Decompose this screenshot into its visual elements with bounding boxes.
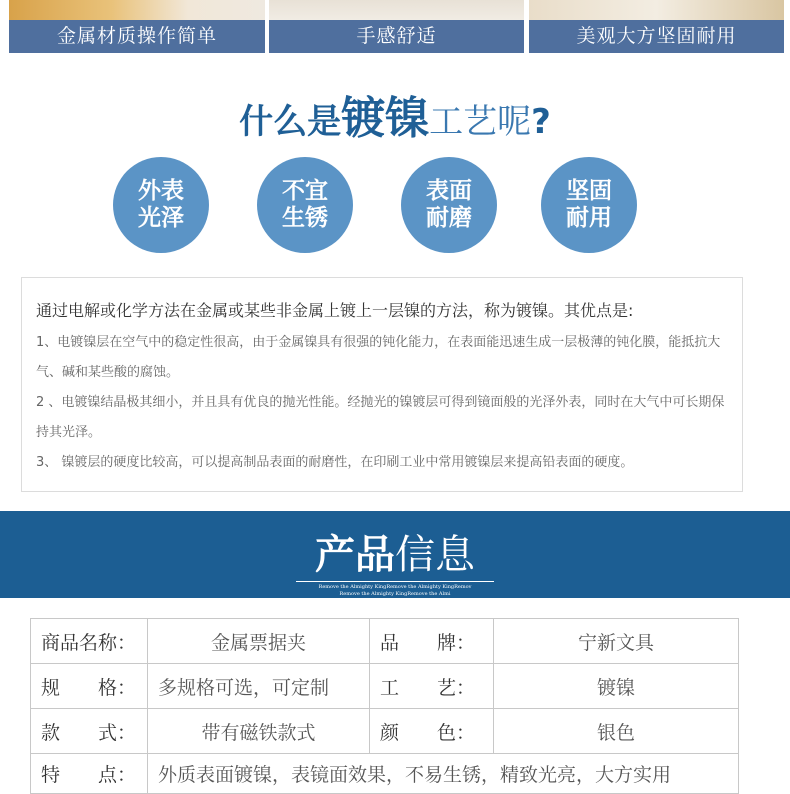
table-row bbox=[31, 754, 739, 794]
banner-title-thin: 信息 bbox=[395, 532, 475, 578]
table-row bbox=[31, 619, 739, 664]
spec-label: 颜 色： bbox=[370, 709, 494, 754]
benefit-line: 耐用 bbox=[566, 205, 612, 231]
benefit-line: 生锈 bbox=[282, 205, 328, 231]
product-info-banner bbox=[0, 511, 790, 598]
banner-subtitle: Remove the Almighty KingRemove the Almighty KingRemov bbox=[318, 584, 472, 590]
section-heading bbox=[0, 82, 790, 146]
product-photo bbox=[9, 0, 265, 20]
feature-caption: 美观大方坚固耐用 bbox=[529, 20, 784, 53]
benefit-badge bbox=[113, 157, 209, 253]
benefit-line: 表面 bbox=[426, 178, 472, 204]
description-point: 3、 镍镀层的硬度比较高，可以提高制品表面的耐磨性，在印刷工业中常用镀镍层来提高铅表面的硬度。 bbox=[36, 455, 634, 470]
feature-tile bbox=[9, 0, 265, 53]
spec-label: 工 艺： bbox=[370, 664, 494, 709]
spec-label: 规 格： bbox=[31, 664, 148, 709]
spec-label: 款 式： bbox=[31, 709, 148, 754]
description-box bbox=[21, 277, 743, 492]
heading-keyword: 镀镍 bbox=[341, 93, 430, 144]
feature-tile bbox=[529, 0, 784, 53]
product-info-table bbox=[30, 618, 739, 794]
table-row bbox=[31, 664, 739, 709]
banner-subtitle: Remove the Almighty KingRemove the Almi bbox=[339, 591, 451, 597]
benefit-line: 坚固 bbox=[566, 178, 612, 204]
product-photo bbox=[529, 0, 784, 20]
spec-value: 带有磁铁款式 bbox=[148, 709, 370, 754]
spec-value: 镀镍 bbox=[494, 664, 739, 709]
description-point: 1、电镀镍层在空气中的稳定性很高，由于金属镍具有很强的钝化能力，在表面能迅速生成一层极薄的钝化膜，能抵抗大气、碱和某些酸的腐蚀。 bbox=[36, 335, 721, 380]
benefit-badge bbox=[541, 157, 637, 253]
spec-label: 特 点： bbox=[31, 754, 148, 794]
spec-label: 商品名称： bbox=[31, 619, 148, 664]
benefit-badge bbox=[257, 157, 353, 253]
banner-title bbox=[0, 523, 790, 580]
product-photo bbox=[269, 0, 524, 20]
feature-strip bbox=[0, 0, 790, 56]
spec-value: 金属票据夹 bbox=[148, 619, 370, 664]
benefit-line: 外表 bbox=[138, 178, 184, 204]
heading-question-mark: ? bbox=[531, 102, 551, 142]
benefit-line: 光泽 bbox=[138, 205, 184, 231]
banner-divider bbox=[296, 581, 494, 582]
table-row bbox=[31, 709, 739, 754]
heading-part: 什么是 bbox=[239, 102, 342, 142]
description-point: 2 、电镀镍结晶极其细小，并且具有优良的抛光性能。经抛光的镍镀层可得到镜面般的光泽外表，同时在大气中可长期保持其光泽。 bbox=[36, 395, 725, 440]
spec-value: 多规格可选，可定制 bbox=[148, 664, 370, 709]
benefit-line: 耐磨 bbox=[426, 205, 472, 231]
description-lead: 通过电解或化学方法在金属或某些非金属上镀上一层镍的方法，称为镀镍。其优点是: bbox=[36, 301, 634, 320]
feature-caption: 手感舒适 bbox=[269, 20, 524, 53]
benefit-line: 不宜 bbox=[282, 178, 328, 204]
feature-caption: 金属材质操作简单 bbox=[9, 20, 265, 53]
spec-value: 银色 bbox=[494, 709, 739, 754]
spec-value: 外质表面镀镍，表镜面效果，不易生锈，精致光亮，大方实用 bbox=[148, 754, 739, 794]
feature-tile bbox=[269, 0, 524, 53]
spec-label: 品 牌： bbox=[370, 619, 494, 664]
banner-title-bold: 产品 bbox=[315, 532, 395, 578]
spec-value: 宁新文具 bbox=[494, 619, 739, 664]
heading-part: 工艺呢 bbox=[429, 102, 532, 142]
benefit-badge bbox=[401, 157, 497, 253]
